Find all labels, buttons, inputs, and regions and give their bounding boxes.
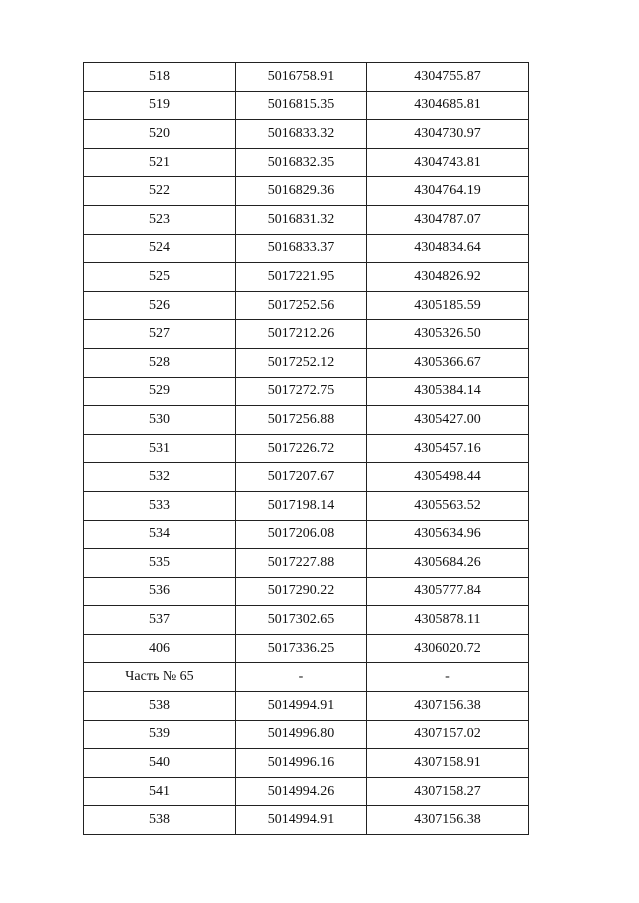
x-coordinate-cell: 5016815.35	[236, 91, 367, 120]
point-number-cell: 523	[84, 205, 236, 234]
x-coordinate-cell: 5014994.91	[236, 806, 367, 835]
point-number-cell: 539	[84, 720, 236, 749]
table-row	[84, 692, 529, 721]
table-row	[84, 777, 529, 806]
y-coordinate-cell: 4304685.81	[367, 91, 529, 120]
x-coordinate-cell: 5017198.14	[236, 491, 367, 520]
table-row	[84, 406, 529, 435]
table-row	[84, 634, 529, 663]
y-coordinate-cell: 4304730.97	[367, 120, 529, 149]
y-coordinate-cell: -	[367, 663, 529, 692]
x-coordinate-cell: 5017336.25	[236, 634, 367, 663]
y-coordinate-cell: 4305457.16	[367, 434, 529, 463]
table-row	[84, 263, 529, 292]
point-number-cell: 538	[84, 806, 236, 835]
y-coordinate-cell: 4305878.11	[367, 606, 529, 635]
y-coordinate-cell: 4306020.72	[367, 634, 529, 663]
point-number-cell: 526	[84, 291, 236, 320]
y-coordinate-cell: 4305427.00	[367, 406, 529, 435]
x-coordinate-cell: -	[236, 663, 367, 692]
point-number-cell: 406	[84, 634, 236, 663]
point-number-cell: 534	[84, 520, 236, 549]
point-number-cell: 528	[84, 348, 236, 377]
table-row	[84, 806, 529, 835]
table-row	[84, 606, 529, 635]
point-number-cell: 530	[84, 406, 236, 435]
point-number-cell: 524	[84, 234, 236, 263]
y-coordinate-cell: 4307158.27	[367, 777, 529, 806]
point-number-cell: 532	[84, 463, 236, 492]
coordinates-table-body	[84, 63, 529, 835]
x-coordinate-cell: 5017221.95	[236, 263, 367, 292]
point-number-cell: 521	[84, 148, 236, 177]
x-coordinate-cell: 5016833.37	[236, 234, 367, 263]
x-coordinate-cell: 5014994.26	[236, 777, 367, 806]
table-row	[84, 434, 529, 463]
x-coordinate-cell: 5017302.65	[236, 606, 367, 635]
x-coordinate-cell: 5017206.08	[236, 520, 367, 549]
table-row	[84, 234, 529, 263]
point-number-cell: 527	[84, 320, 236, 349]
y-coordinate-cell: 4304764.19	[367, 177, 529, 206]
y-coordinate-cell: 4304755.87	[367, 63, 529, 92]
table-row	[84, 91, 529, 120]
table-row	[84, 720, 529, 749]
point-number-cell: 533	[84, 491, 236, 520]
x-coordinate-cell: 5017212.26	[236, 320, 367, 349]
x-coordinate-cell: 5017226.72	[236, 434, 367, 463]
x-coordinate-cell: 5017256.88	[236, 406, 367, 435]
x-coordinate-cell: 5016831.32	[236, 205, 367, 234]
point-number-cell: 540	[84, 749, 236, 778]
table-row	[84, 120, 529, 149]
point-number-cell: 522	[84, 177, 236, 206]
y-coordinate-cell: 4305185.59	[367, 291, 529, 320]
table-row	[84, 348, 529, 377]
table-row	[84, 320, 529, 349]
point-number-cell: 531	[84, 434, 236, 463]
y-coordinate-cell: 4305326.50	[367, 320, 529, 349]
x-coordinate-cell: 5016832.35	[236, 148, 367, 177]
point-number-cell: 538	[84, 692, 236, 721]
table-row	[84, 491, 529, 520]
x-coordinate-cell: 5016829.36	[236, 177, 367, 206]
y-coordinate-cell: 4307157.02	[367, 720, 529, 749]
y-coordinate-cell: 4305634.96	[367, 520, 529, 549]
y-coordinate-cell: 4305777.84	[367, 577, 529, 606]
x-coordinate-cell: 5017207.67	[236, 463, 367, 492]
table-row	[84, 148, 529, 177]
point-number-cell: Часть № 65	[84, 663, 236, 692]
table-row	[84, 205, 529, 234]
y-coordinate-cell: 4307156.38	[367, 806, 529, 835]
x-coordinate-cell: 5014996.16	[236, 749, 367, 778]
table-row	[84, 377, 529, 406]
point-number-cell: 525	[84, 263, 236, 292]
table-row	[84, 577, 529, 606]
x-coordinate-cell: 5014994.91	[236, 692, 367, 721]
table-row	[84, 177, 529, 206]
y-coordinate-cell: 4304743.81	[367, 148, 529, 177]
table-row	[84, 663, 529, 692]
table-row	[84, 520, 529, 549]
y-coordinate-cell: 4304826.92	[367, 263, 529, 292]
table-row	[84, 63, 529, 92]
x-coordinate-cell: 5017272.75	[236, 377, 367, 406]
point-number-cell: 541	[84, 777, 236, 806]
x-coordinate-cell: 5016758.91	[236, 63, 367, 92]
point-number-cell: 518	[84, 63, 236, 92]
point-number-cell: 537	[84, 606, 236, 635]
table-row	[84, 463, 529, 492]
x-coordinate-cell: 5017252.12	[236, 348, 367, 377]
y-coordinate-cell: 4304787.07	[367, 205, 529, 234]
x-coordinate-cell: 5016833.32	[236, 120, 367, 149]
x-coordinate-cell: 5017227.88	[236, 549, 367, 578]
y-coordinate-cell: 4307158.91	[367, 749, 529, 778]
point-number-cell: 535	[84, 549, 236, 578]
y-coordinate-cell: 4305366.67	[367, 348, 529, 377]
coordinates-table	[83, 62, 529, 835]
y-coordinate-cell: 4304834.64	[367, 234, 529, 263]
point-number-cell: 519	[84, 91, 236, 120]
y-coordinate-cell: 4305498.44	[367, 463, 529, 492]
table-row	[84, 749, 529, 778]
point-number-cell: 529	[84, 377, 236, 406]
x-coordinate-cell: 5014996.80	[236, 720, 367, 749]
x-coordinate-cell: 5017290.22	[236, 577, 367, 606]
x-coordinate-cell: 5017252.56	[236, 291, 367, 320]
y-coordinate-cell: 4305563.52	[367, 491, 529, 520]
table-row	[84, 549, 529, 578]
y-coordinate-cell: 4307156.38	[367, 692, 529, 721]
point-number-cell: 536	[84, 577, 236, 606]
point-number-cell: 520	[84, 120, 236, 149]
table-row	[84, 291, 529, 320]
y-coordinate-cell: 4305684.26	[367, 549, 529, 578]
y-coordinate-cell: 4305384.14	[367, 377, 529, 406]
